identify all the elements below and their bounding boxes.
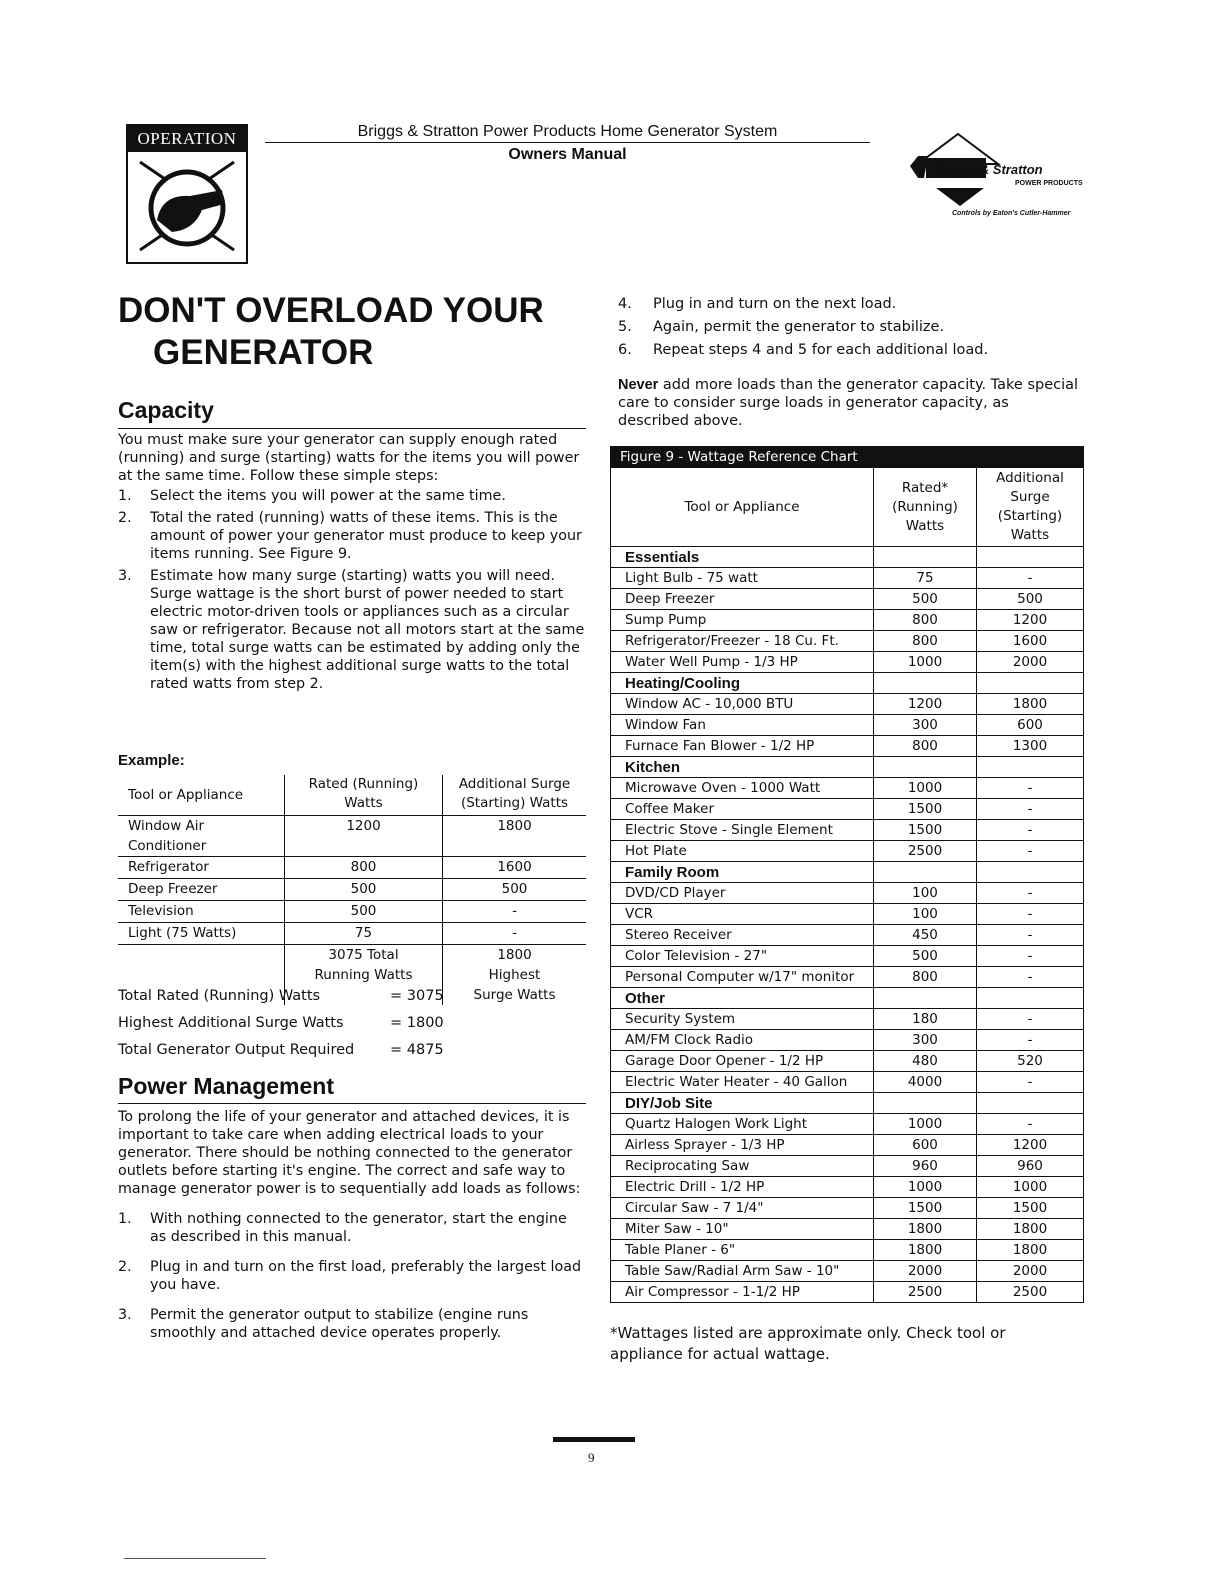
table-row: Light (75 Watts) 75 - bbox=[118, 923, 586, 945]
surge-watts: - bbox=[977, 1072, 1084, 1093]
surge-watts: - bbox=[977, 841, 1084, 862]
category-row bbox=[611, 862, 1084, 883]
table-row: Television 500 - bbox=[118, 901, 586, 923]
rated-watts: 500 bbox=[874, 589, 977, 610]
table-row bbox=[611, 841, 1084, 862]
rated-watts: 800 bbox=[874, 631, 977, 652]
wattage-chart-title: Figure 9 - Wattage Reference Chart bbox=[610, 446, 1084, 468]
appliance-name: Furnace Fan Blower - 1/2 HP bbox=[611, 736, 874, 757]
table-row bbox=[611, 1156, 1084, 1177]
summary-line: Total Generator Output Required = 4875 bbox=[118, 1042, 444, 1058]
capacity-step: 1. Select the items you will power at the same time. bbox=[118, 488, 506, 504]
logo-brand: Briggs & Stratton bbox=[935, 162, 1043, 177]
example-heading: Example: bbox=[118, 752, 185, 769]
table-row bbox=[611, 1009, 1084, 1030]
capacity-section bbox=[118, 431, 586, 693]
table-row bbox=[611, 1261, 1084, 1282]
surge-watts: - bbox=[977, 904, 1084, 925]
wattage-col-surge: Additional Surge (Starting) Watts bbox=[977, 468, 1084, 547]
example-total-surge: 1800 Highest Surge Watts bbox=[443, 945, 587, 1006]
example-col-rated: Rated (Running) Watts bbox=[285, 775, 443, 816]
page-title bbox=[118, 290, 598, 374]
appliance-name: Stereo Receiver bbox=[611, 925, 874, 946]
appliance-name: Table Saw/Radial Arm Saw - 10" bbox=[611, 1261, 874, 1282]
appliance-name: Electric Stove - Single Element bbox=[611, 820, 874, 841]
table-row: Deep Freezer 500 500 bbox=[118, 879, 586, 901]
rated-watts: 75 bbox=[874, 568, 977, 589]
rated-watts: 1000 bbox=[874, 1177, 977, 1198]
table-row bbox=[611, 589, 1084, 610]
header-rule bbox=[265, 142, 870, 143]
appliance-name: Personal Computer w/17" monitor bbox=[611, 967, 874, 988]
appliance-name: Security System bbox=[611, 1009, 874, 1030]
pm-step: 2. Plug in and turn on the first load, preferably the largest load you have. bbox=[118, 1259, 582, 1293]
rated-watts: 960 bbox=[874, 1156, 977, 1177]
power-management-steps bbox=[118, 1210, 586, 1342]
appliance-name: Garage Door Opener - 1/2 HP bbox=[611, 1051, 874, 1072]
bottom-rule bbox=[124, 1558, 266, 1559]
category-label: Kitchen bbox=[611, 757, 874, 778]
category-label: Essentials bbox=[611, 547, 874, 568]
appliance-name: Deep Freezer bbox=[611, 589, 874, 610]
table-row: Refrigerator 800 1600 bbox=[118, 857, 586, 879]
table-row bbox=[611, 1072, 1084, 1093]
surge-watts: 1200 bbox=[977, 610, 1084, 631]
operation-badge bbox=[126, 124, 248, 264]
table-row bbox=[611, 799, 1084, 820]
appliance-name: VCR bbox=[611, 904, 874, 925]
appliance-name: Color Television - 27" bbox=[611, 946, 874, 967]
appliance-name: Electric Water Heater - 40 Gallon bbox=[611, 1072, 874, 1093]
rated-watts: 300 bbox=[874, 1030, 977, 1051]
power-management-steps-cont bbox=[618, 293, 1088, 362]
table-row bbox=[611, 883, 1084, 904]
surge-watts: 960 bbox=[977, 1156, 1084, 1177]
rated-watts: 300 bbox=[874, 715, 977, 736]
surge-watts: - bbox=[977, 820, 1084, 841]
table-row bbox=[611, 1135, 1084, 1156]
table-row bbox=[611, 820, 1084, 841]
appliance-name: Coffee Maker bbox=[611, 799, 874, 820]
header-title: Briggs & Stratton Power Products Home Generator System bbox=[357, 123, 778, 140]
appliance-name: Window AC - 10,000 BTU bbox=[611, 694, 874, 715]
surge-watts: - bbox=[977, 946, 1084, 967]
page-number: 9 bbox=[588, 1450, 595, 1465]
category-row bbox=[611, 547, 1084, 568]
power-management-heading: Power Management bbox=[118, 1073, 334, 1099]
category-label: Other bbox=[611, 988, 874, 1009]
rated-watts: 1200 bbox=[874, 694, 977, 715]
logo-subtitle: POWER PRODUCTS bbox=[1015, 180, 1083, 187]
power-management-intro: To prolong the life of your generator and attached devices, it is important to take care when adding electrical loads to your generator. There should be nothing connected to the generator outlets before starting it's engine. The correct and safe way to manage generator power is to sequentially add loads as follows: bbox=[118, 1109, 581, 1197]
table-row bbox=[611, 1198, 1084, 1219]
category-label: Family Room bbox=[611, 862, 874, 883]
table-row bbox=[611, 904, 1084, 925]
surge-watts: 2000 bbox=[977, 1261, 1084, 1282]
appliance-name: Miter Saw - 10" bbox=[611, 1219, 874, 1240]
pm-step: 5. Again, permit the generator to stabilize. bbox=[618, 319, 945, 335]
surge-watts: - bbox=[977, 883, 1084, 904]
example-table bbox=[118, 775, 586, 1005]
appliance-name: Window Fan bbox=[611, 715, 874, 736]
category-row bbox=[611, 988, 1084, 1009]
surge-watts: 1000 bbox=[977, 1177, 1084, 1198]
table-row bbox=[611, 568, 1084, 589]
surge-watts: 1300 bbox=[977, 736, 1084, 757]
example-col-tool: Tool or Appliance bbox=[128, 787, 244, 803]
category-row bbox=[611, 1093, 1084, 1114]
table-row bbox=[611, 1177, 1084, 1198]
surge-watts: 1200 bbox=[977, 1135, 1084, 1156]
capacity-intro: You must make sure your generator can supply enough rated (running) and surge (starting) watts for the items you will power at the same time. Follow these simple steps: bbox=[118, 432, 580, 484]
appliance-name: Table Planer - 6" bbox=[611, 1240, 874, 1261]
rated-watts: 450 bbox=[874, 925, 977, 946]
header-subtitle: Owners Manual bbox=[508, 146, 627, 163]
summary-line: Total Rated (Running) Watts = 3075 bbox=[118, 988, 444, 1004]
table-row bbox=[611, 610, 1084, 631]
rated-watts: 800 bbox=[874, 967, 977, 988]
rated-watts: 500 bbox=[874, 946, 977, 967]
surge-watts: 2000 bbox=[977, 652, 1084, 673]
never-note: Never add more loads than the generator capacity. Take special care to consider surge loads in generator capacity, as described above. bbox=[618, 377, 1079, 429]
rated-watts: 1500 bbox=[874, 820, 977, 841]
pm-step: 1. With nothing connected to the generator, start the engine as described in this manual. bbox=[118, 1211, 567, 1245]
page-title-line2: GENERATOR bbox=[153, 333, 374, 372]
rated-watts: 800 bbox=[874, 736, 977, 757]
pm-step: 6. Repeat steps 4 and 5 for each additional load. bbox=[618, 342, 989, 358]
appliance-name: AM/FM Clock Radio bbox=[611, 1030, 874, 1051]
footnote: *Wattages listed are approximate only. Check tool or appliance for actual wattage. bbox=[610, 1324, 1006, 1363]
table-row bbox=[611, 1030, 1084, 1051]
surge-watts: - bbox=[977, 1030, 1084, 1051]
table-row bbox=[611, 736, 1084, 757]
table-row bbox=[611, 1114, 1084, 1135]
surge-watts: - bbox=[977, 568, 1084, 589]
table-row bbox=[611, 925, 1084, 946]
rated-watts: 2000 bbox=[874, 1261, 977, 1282]
surge-watts: 520 bbox=[977, 1051, 1084, 1072]
appliance-name: Water Well Pump - 1/3 HP bbox=[611, 652, 874, 673]
rated-watts: 4000 bbox=[874, 1072, 977, 1093]
table-row bbox=[611, 1219, 1084, 1240]
capacity-step: 2. Total the rated (running) watts of these items. This is the amount of power your generator must produce to keep your items running. See Figure 9. bbox=[118, 510, 582, 562]
capacity-heading: Capacity bbox=[118, 397, 214, 423]
rated-watts: 2500 bbox=[874, 1282, 977, 1303]
capacity-rule bbox=[118, 428, 586, 429]
rated-watts: 100 bbox=[874, 883, 977, 904]
surge-watts: - bbox=[977, 925, 1084, 946]
rated-watts: 1800 bbox=[874, 1240, 977, 1261]
example-header-row bbox=[118, 775, 586, 816]
surge-watts: 1500 bbox=[977, 1198, 1084, 1219]
capacity-steps bbox=[118, 487, 586, 693]
rated-watts: 100 bbox=[874, 904, 977, 925]
surge-watts: - bbox=[977, 1114, 1084, 1135]
appliance-name: Hot Plate bbox=[611, 841, 874, 862]
appliance-name: Air Compressor - 1-1/2 HP bbox=[611, 1282, 874, 1303]
surge-watts: 1800 bbox=[977, 1219, 1084, 1240]
rated-watts: 800 bbox=[874, 610, 977, 631]
rated-watts: 180 bbox=[874, 1009, 977, 1030]
appliance-name: Microwave Oven - 1000 Watt bbox=[611, 778, 874, 799]
surge-watts: 600 bbox=[977, 715, 1084, 736]
appliance-name: Refrigerator/Freezer - 18 Cu. Ft. bbox=[611, 631, 874, 652]
power-management-section bbox=[118, 1108, 586, 1342]
table-row bbox=[611, 946, 1084, 967]
rated-watts: 480 bbox=[874, 1051, 977, 1072]
table-row bbox=[611, 778, 1084, 799]
rated-watts: 1000 bbox=[874, 778, 977, 799]
table-row bbox=[611, 631, 1084, 652]
table-row bbox=[611, 694, 1084, 715]
appliance-name: DVD/CD Player bbox=[611, 883, 874, 904]
table-row bbox=[611, 715, 1084, 736]
surge-watts: 2500 bbox=[977, 1282, 1084, 1303]
surge-watts: - bbox=[977, 967, 1084, 988]
example-summary bbox=[118, 983, 518, 1064]
rated-watts: 2500 bbox=[874, 841, 977, 862]
wattage-chart-table bbox=[610, 468, 1084, 1303]
surge-watts: 500 bbox=[977, 589, 1084, 610]
capacity-step: 3. Estimate how many surge (starting) watts you will need. Surge wattage is the short burst of power needed to start electric motor-driven tools or appliances such as a circular saw or refrigerator. Because not all motors start at the same time, total surge watts can be estimated by adding only the item(s) with the highest additional surge watts to the total rated watts from step 2. bbox=[118, 568, 585, 692]
surge-watts: - bbox=[977, 1009, 1084, 1030]
surge-watts: - bbox=[977, 799, 1084, 820]
logo-tagline: Controls by Eaton's Cutler-Hammer bbox=[952, 210, 1071, 217]
appliance-name: Electric Drill - 1/2 HP bbox=[611, 1177, 874, 1198]
power-management-rule bbox=[118, 1103, 586, 1104]
table-row bbox=[611, 967, 1084, 988]
example-total-rated: 3075 Total Running Watts bbox=[285, 945, 443, 1006]
appliance-name: Circular Saw - 7 1/4" bbox=[611, 1198, 874, 1219]
wattage-col-rated: Rated* (Running) Watts bbox=[874, 468, 977, 547]
table-row bbox=[611, 1051, 1084, 1072]
pm-step: 4. Plug in and turn on the next load. bbox=[618, 296, 897, 312]
operation-hand-icon bbox=[132, 154, 242, 258]
rated-watts: 1000 bbox=[874, 652, 977, 673]
rated-watts: 600 bbox=[874, 1135, 977, 1156]
table-row bbox=[611, 1240, 1084, 1261]
surge-watts: - bbox=[977, 778, 1084, 799]
operation-badge-label: OPERATION bbox=[128, 126, 246, 152]
table-row: Window Air Conditioner 1200 1800 bbox=[118, 816, 586, 857]
summary-line: Highest Additional Surge Watts = 1800 bbox=[118, 1015, 444, 1031]
pm-step: 3. Permit the generator output to stabilize (engine runs smoothly and attached device operates properly. bbox=[118, 1307, 529, 1341]
rated-watts: 1500 bbox=[874, 1198, 977, 1219]
category-label: DIY/Job Site bbox=[611, 1093, 874, 1114]
table-row bbox=[611, 1282, 1084, 1303]
category-row bbox=[611, 757, 1084, 778]
appliance-name: Sump Pump bbox=[611, 610, 874, 631]
rated-watts: 1000 bbox=[874, 1114, 977, 1135]
appliance-name: Light Bulb - 75 watt bbox=[611, 568, 874, 589]
page-title-line1: DON'T OVERLOAD YOUR bbox=[118, 291, 544, 330]
category-label: Heating/Cooling bbox=[611, 673, 874, 694]
rated-watts: 1500 bbox=[874, 799, 977, 820]
appliance-name: Quartz Halogen Work Light bbox=[611, 1114, 874, 1135]
wattage-chart-header-row bbox=[611, 468, 1084, 547]
page-number-bar bbox=[553, 1437, 635, 1442]
example-col-surge: Additional Surge (Starting) Watts bbox=[443, 775, 587, 816]
table-row bbox=[611, 652, 1084, 673]
appliance-name: Reciprocating Saw bbox=[611, 1156, 874, 1177]
surge-watts: 1800 bbox=[977, 694, 1084, 715]
rated-watts: 1800 bbox=[874, 1219, 977, 1240]
appliance-name: Airless Sprayer - 1/3 HP bbox=[611, 1135, 874, 1156]
surge-watts: 1800 bbox=[977, 1240, 1084, 1261]
category-row bbox=[611, 673, 1084, 694]
wattage-col-tool: Tool or Appliance bbox=[611, 468, 874, 547]
surge-watts: 1600 bbox=[977, 631, 1084, 652]
